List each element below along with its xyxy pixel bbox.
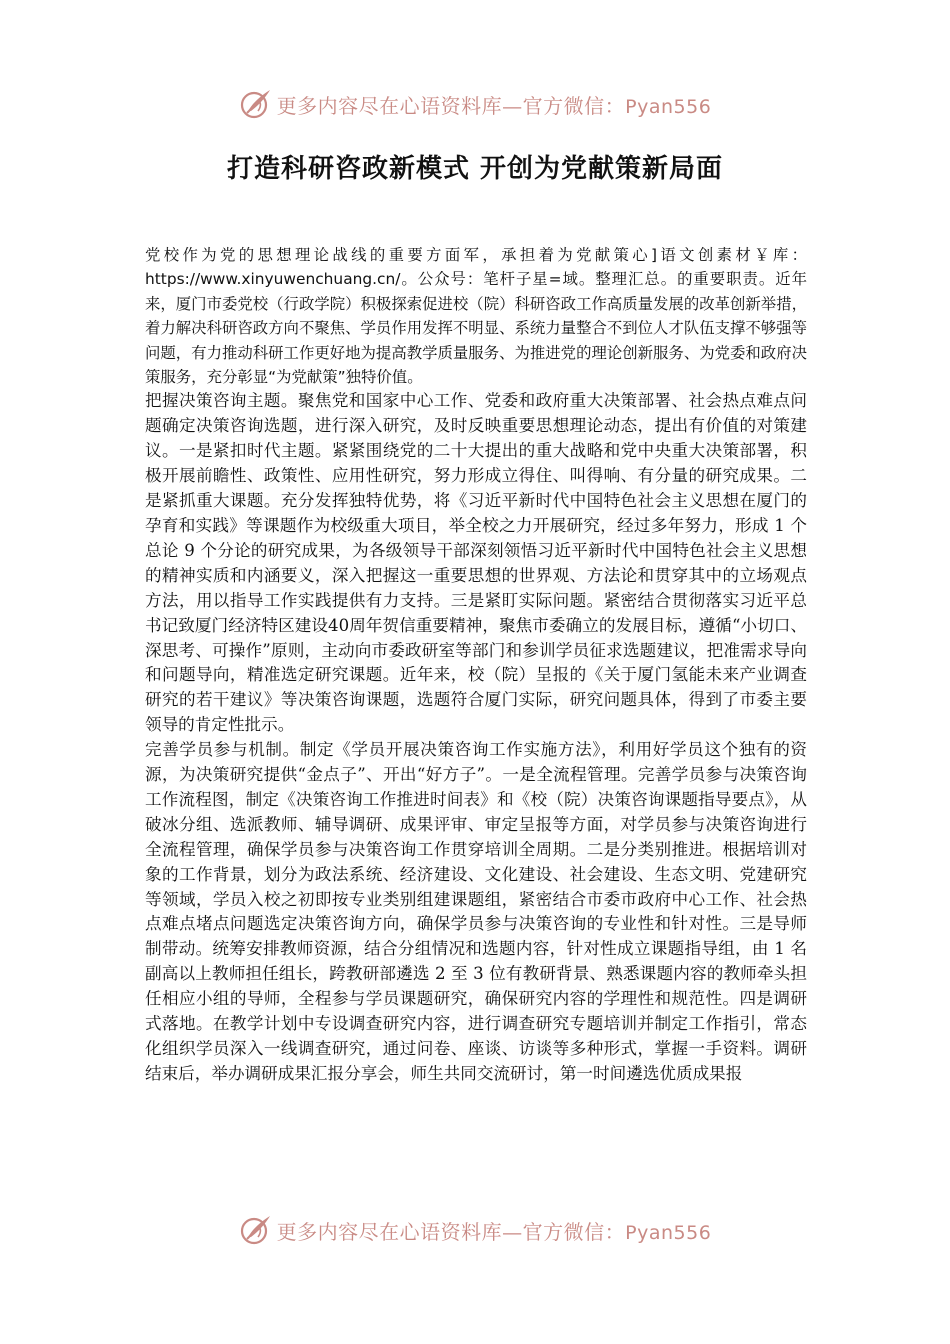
watermark-text bbox=[277, 1216, 712, 1245]
intro-paragraph: 党校作为党的思想理论战线的重要方面军，承担着为党献策心]语文创素材￥库：https://www.xinyuwenchuang.cn/。公众号：笔杆子星=域。整理汇总。的重要职责。近年来，厦门市委党校（行政学院）积极探索促进校（院）科研咨政工作高质量发展的改革创新举措，着力解决科研咨政方向不聚焦、学员作用发挥不明显、系统力量整合不到位人才队伍支撑不够强等问题，有力推动科研工作更好地为提高教学质量服务、为推进党的理论创新服务、为党委和政府决策服务，充分彰显“为党献策”独特价值。 bbox=[145, 246, 807, 387]
header-watermark bbox=[0, 84, 950, 124]
quill-logo-icon bbox=[239, 87, 273, 121]
body-paragraph-student-mechanism: 完善学员参与机制。制定《学员开展决策咨询工作实施方法》，利用好学员这个独有的资源，为决策研究提供“金点子”、开出“好方子”。一是全流程管理。完善学员参与决策咨询工作流程图，制定《决策咨询工作推进时间表》和《校（院）决策咨询课题指导要点》，从破冰分组、选派教师、辅导调研、成果评审、审定呈报等方面，对学员参与决策咨询进行全流程管理，确保学员参与决策咨询工作贯穿培训全周期。二是分类别推进。根据培训对象的工作背景，划分为政法系统、经济建设、文化建设、社会建设、生态文明、党建研究等领域，学员入校之初即按专业类别组建课题组，紧密结合市委市政府中心工作、社会热点难点堵点问题选定决策咨询方向，确保学员参与决策咨询的专业性和针对性。三是导师制带动。统筹安排教师资源，结合分组情况和选题内容，针对性成立课题指导组，由 1 名副高以上教师担任组长，跨教研部遴选 2 至 3 位有教研背景、熟悉课题内容的教师牵头担任相应小组的导师，全程参与学员课题研究，确保研究内容的学理性和规范性。四是调研式落地。在教学计划中专设调查研究内容，进行调查研究专题培训并制定工作指引，常态化组织学员深入一线调查研究，通过问卷、座谈、访谈等多种形式，掌握一手资料。调研结束后，举办调研成果汇报分享会，师生共同交流研讨，第一时间遴选优质成果报 bbox=[145, 740, 807, 1083]
page-title: 打造科研咨政新模式 开创为党献策新局面 bbox=[226, 154, 724, 184]
watermark-wechat-id: Pyan556 bbox=[625, 95, 712, 118]
watermark-wechat-id: Pyan556 bbox=[625, 1221, 712, 1244]
watermark-label: 更多内容尽在心语资料库—官方微信： bbox=[276, 93, 626, 118]
document-body bbox=[145, 243, 807, 1087]
footer-watermark bbox=[0, 1210, 950, 1250]
watermark-text bbox=[277, 90, 712, 119]
body-paragraph-decision-topics: 把握决策咨询主题。聚焦党和国家中心工作、党委和政府重大决策部署、社会热点难点问题确定决策咨询选题，进行深入研究，及时反映重要思想理论动态，提出有价值的对策建议。一是紧扣时代主题。紧紧围绕党的二十大提出的重大战略和党中央重大决策部署，积极开展前瞻性、政策性、应用性研究，努力形成立得住、叫得响、有分量的研究成果。二是紧抓重大课题。充分发挥独特优势，将《习近平新时代中国特色社会主义思想在厦门的孕育和实践》等课题作为校级重大项目，举全校之力开展研究，经过多年努力，形成 1 个总论 9 个分论的研究成果，为各级领导干部深刻领悟习近平新时代中国特色社会主义思想的精神实质和内涵要义，深入把握这一重要思想的世界观、方法论和贯穿其中的立场观点方法，用以指导工作实践提供有力支持。三是紧盯实际问题。紧密结合贯彻落实习近平总书记致厦门经济特区建设40周年贺信重要精神，聚焦市委确立的发展目标，遵循“小切口、深思考、可操作”原则，主动向市委政研室等部门和参训学员征求选题建议，把准需求导向和问题导向，精准选定研究课题。近年来，校（院）呈报的《关于厦门氢能未来产业调查研究的若干建议》等决策咨询课题，选题符合厦门实际，研究问题具体，得到了市委主要领导的肯定性批示。 bbox=[145, 391, 807, 735]
quill-logo-icon bbox=[239, 1213, 273, 1247]
watermark-label: 更多内容尽在心语资料库—官方微信： bbox=[276, 1219, 626, 1244]
